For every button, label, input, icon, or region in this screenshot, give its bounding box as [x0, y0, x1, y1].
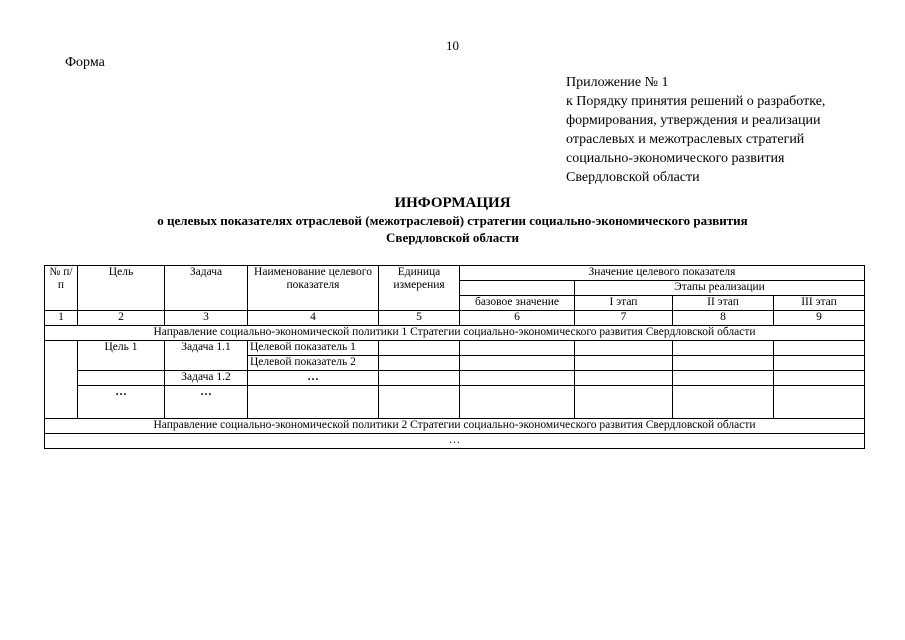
col-number: 9 [774, 311, 865, 326]
header-stages: Этапы реализации [575, 281, 865, 296]
header-stage-2: II этап [673, 296, 774, 311]
empty-cell [774, 371, 865, 386]
document-title: ИНФОРМАЦИЯ [394, 195, 511, 211]
task-ellipsis: … [165, 386, 248, 419]
direction-1: Направление социально-экономической политики 1 Стратегии социально-экономического развития Свердловской области [45, 326, 865, 341]
col-number: 5 [379, 311, 460, 326]
empty-cell [460, 341, 575, 356]
table-row [45, 371, 865, 386]
form-label: Форма [65, 55, 105, 70]
direction-2-row [45, 419, 865, 434]
table-row [45, 386, 865, 419]
task-1-2: Задача 1.2 [165, 371, 248, 386]
col-number: 2 [78, 311, 165, 326]
direction-1-row [45, 326, 865, 341]
indicator-ellipsis: … [248, 371, 379, 386]
header-unit: Единица измерения [379, 266, 460, 311]
col-number: 4 [248, 311, 379, 326]
goal-ellipsis: … [78, 386, 165, 419]
empty-cell [248, 386, 379, 419]
indicators-table [44, 265, 865, 449]
final-row [45, 434, 865, 449]
empty-cell [575, 341, 673, 356]
indicator-2: Целевой показатель 2 [248, 356, 379, 371]
col-number: 7 [575, 311, 673, 326]
page-number: 10 [446, 38, 459, 53]
document-subtitle-1: о целевых показателях отраслевой (межотраслевой) стратегии социально-экономического развития [157, 213, 748, 228]
empty-cell [460, 356, 575, 371]
empty-cell [575, 386, 673, 419]
document-subtitle-2: Свердловской области [386, 230, 519, 245]
appendix-line-4: отраслевых и межотраслевых стратегий [566, 132, 805, 147]
header-row-1 [45, 266, 865, 281]
header-goal: Цель [78, 266, 165, 311]
empty-cell [575, 371, 673, 386]
col-number: 1 [45, 311, 78, 326]
empty-cell [673, 341, 774, 356]
task-1-1: Задача 1.1 [165, 341, 248, 371]
empty-cell [673, 371, 774, 386]
empty-cell [78, 371, 165, 386]
indicator-1: Целевой показатель 1 [248, 341, 379, 356]
header-num: № п/п [45, 266, 78, 311]
empty-cell [379, 341, 460, 356]
column-numbers-row [45, 311, 865, 326]
goal-1: Цель 1 [78, 341, 165, 371]
header-indicator: Наименование целевого показателя [248, 266, 379, 311]
appendix-line-6: Свердловской области [566, 170, 700, 185]
col-number: 3 [165, 311, 248, 326]
empty-cell [379, 371, 460, 386]
document-heading [0, 194, 905, 246]
appendix-line-3: формирования, утверждения и реализации [566, 113, 821, 128]
header-stage-3: III этап [774, 296, 865, 311]
header-stage-1: I этап [575, 296, 673, 311]
empty-cell [45, 341, 78, 419]
empty-cell [673, 356, 774, 371]
empty-cell [774, 341, 865, 356]
appendix-line-1: Приложение № 1 [566, 75, 669, 90]
final-ellipsis: … [45, 434, 865, 449]
empty-cell [379, 386, 460, 419]
empty-cell [460, 386, 575, 419]
appendix-line-2: к Порядку принятия решений о разработке, [566, 94, 826, 109]
col-number: 8 [673, 311, 774, 326]
empty-cell [774, 386, 865, 419]
table-row [45, 341, 865, 356]
header-base: базовое значение [460, 296, 575, 311]
col-number: 6 [460, 311, 575, 326]
appendix-line-5: социально-экономического развития [566, 151, 785, 166]
header-task: Задача [165, 266, 248, 311]
appendix-block [566, 73, 825, 187]
empty-cell [379, 356, 460, 371]
header-value: Значение целевого показателя [460, 266, 865, 281]
empty-cell [460, 371, 575, 386]
direction-2: Направление социально-экономической политики 2 Стратегии социально-экономического развития Свердловской области [45, 419, 865, 434]
empty-cell [575, 356, 673, 371]
header-base-top [460, 281, 575, 296]
empty-cell [673, 386, 774, 419]
empty-cell [774, 356, 865, 371]
